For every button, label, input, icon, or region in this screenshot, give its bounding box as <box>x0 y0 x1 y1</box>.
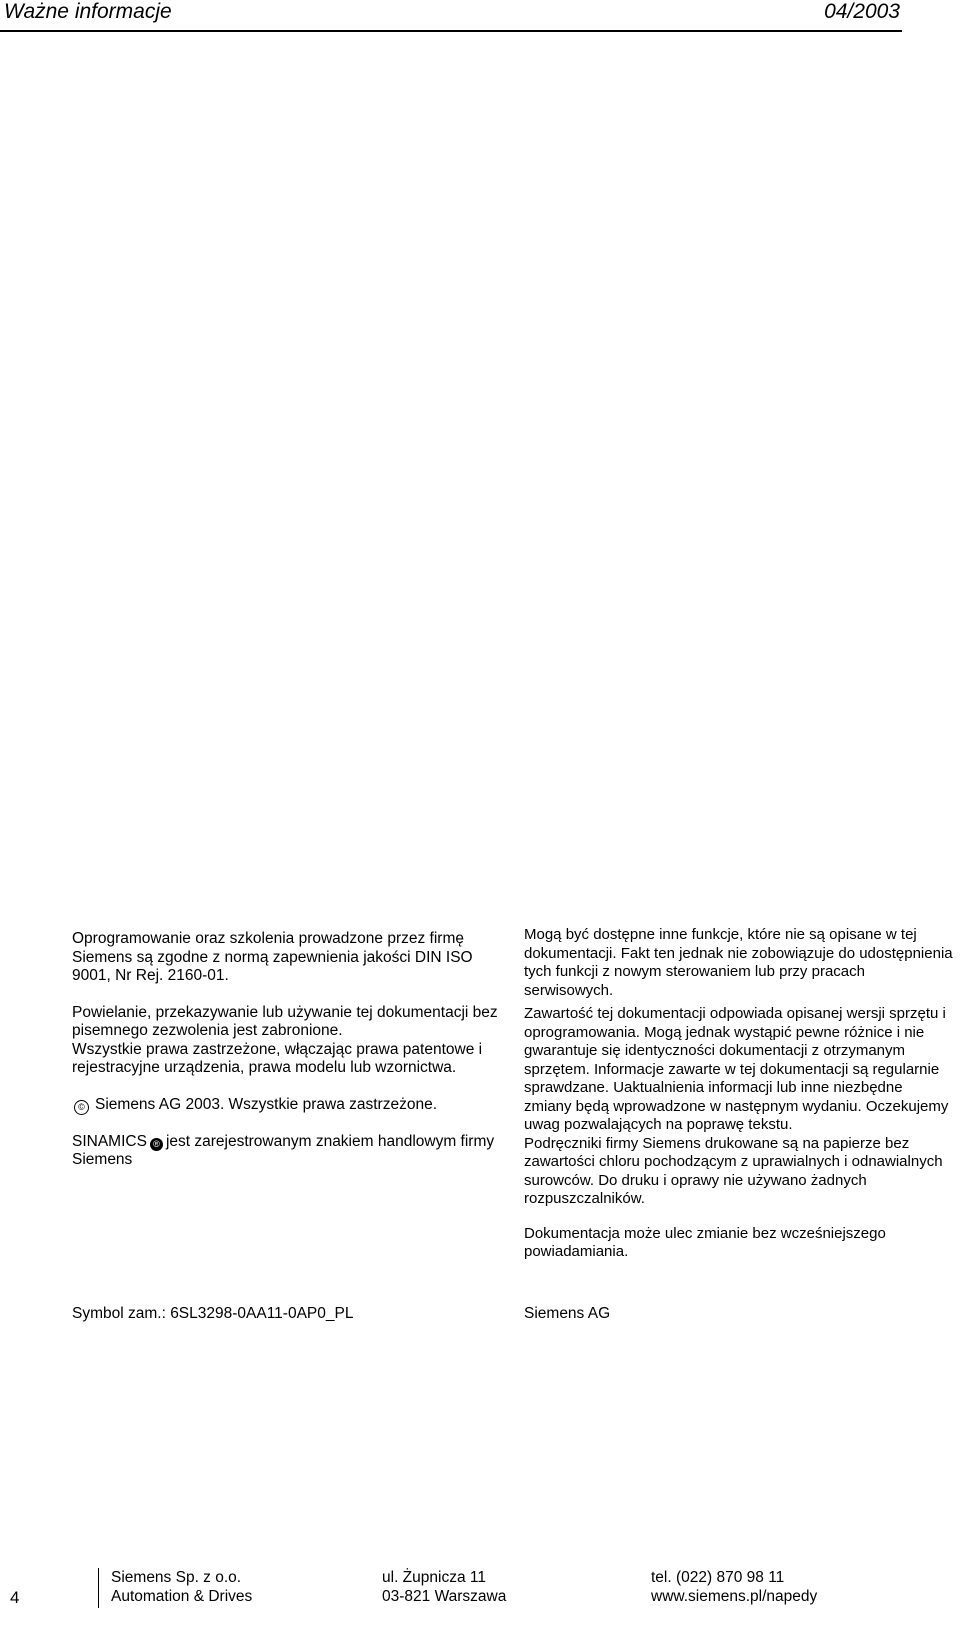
copy-restriction: Powielanie, przekazywanie lub używanie tej dokumentacji bez pisemnego zezwolenia jest zabronione. <box>72 1003 498 1039</box>
header-title: Ważne informacje <box>4 0 172 23</box>
page-number: 4 <box>10 1588 20 1607</box>
change-notice: Dokumentacja może ulec zmianie bez wcześniejszego powiadamiania. <box>524 1224 886 1260</box>
paper-notice: Podręczniki firmy Siemens drukowane są na papierze bez zawartości chloru pochodzącym z uprawialnych i odnawialnych surowców. Do druku i oprawy nie używano żadnych rozpuszczalników. <box>524 1134 943 1207</box>
quality-statement: Oprogramowanie oraz szkolenia prowadzone przez firmę Siemens są zgodne z normą zapewnienia jakości DIN ISO 9001, Nr Rej. 2160-01. <box>72 930 473 984</box>
page-header <box>0 0 902 32</box>
footer-company-line2: Automation & Drives <box>111 1588 253 1605</box>
trademark-brand: SINAMICS <box>72 1132 147 1150</box>
footer-website-link[interactable]: www.siemens.pl/napedy <box>651 1588 818 1605</box>
copyright-line <box>72 1096 512 1115</box>
features-notice: Mogą być dostępne inne funkcje, które nie są opisane w tej dokumentacji. Fakt ten jednak nie zobowiązuje do udostępnienia tych funkcji z nowym sterowaniem lub przy pracach serwisowych. <box>524 926 953 999</box>
footer-address-line1: ul. Żupnicza 11 <box>382 1569 486 1586</box>
header-date: 04/2003 <box>824 0 900 23</box>
order-symbol: Symbol zam.: 6SL3298-0AA11-0AP0_PL <box>72 1305 354 1322</box>
left-column <box>72 930 512 1170</box>
company-name: Siemens AG <box>524 1305 611 1322</box>
page-footer <box>0 1568 960 1628</box>
trademark-line <box>72 1133 512 1170</box>
footer-contact <box>651 1568 817 1606</box>
footer-divider <box>98 1568 99 1608</box>
rights-reserved: Wszystkie prawa zastrzeżone, włączając prawa patentowe i rejestracyjne urządzenia, prawa modelu lub wzornictwa. <box>72 1040 483 1076</box>
trademark-text: jest zarejestrowanym znakiem handlowym firmy Siemens <box>72 1132 495 1168</box>
copyright-icon: © <box>74 1100 89 1115</box>
footer-company-line1: Siemens Sp. z o.o. <box>111 1569 242 1586</box>
footer-phone: tel. (022) 870 98 11 <box>651 1569 785 1586</box>
registered-icon: ® <box>150 1138 163 1151</box>
footer-address-line2: 03-821 Warszawa <box>382 1588 507 1605</box>
footer-company <box>111 1568 252 1606</box>
footer-address <box>382 1568 506 1606</box>
content-notice: Zawartość tej dokumentacji odpowiada opisanej wersji sprzętu i oprogramowania. Mogą jednak wystąpić pewne różnice i nie gwarantuje się identyczności dokumentacji z otrzymanym sprzętem. Informacje zawarte w tej dokumentacji są regularnie sprawdzane. Uaktualnienia informacji lub inne niezbędne zmiany będą wprowadzone w następnym wydaniu. Oczekujemy uwag pozwalających na poprawę tekstu. <box>524 1005 949 1133</box>
right-column <box>524 926 954 1262</box>
copyright-text: Siemens AG 2003. Wszystkie prawa zastrzeżone. <box>95 1095 438 1113</box>
